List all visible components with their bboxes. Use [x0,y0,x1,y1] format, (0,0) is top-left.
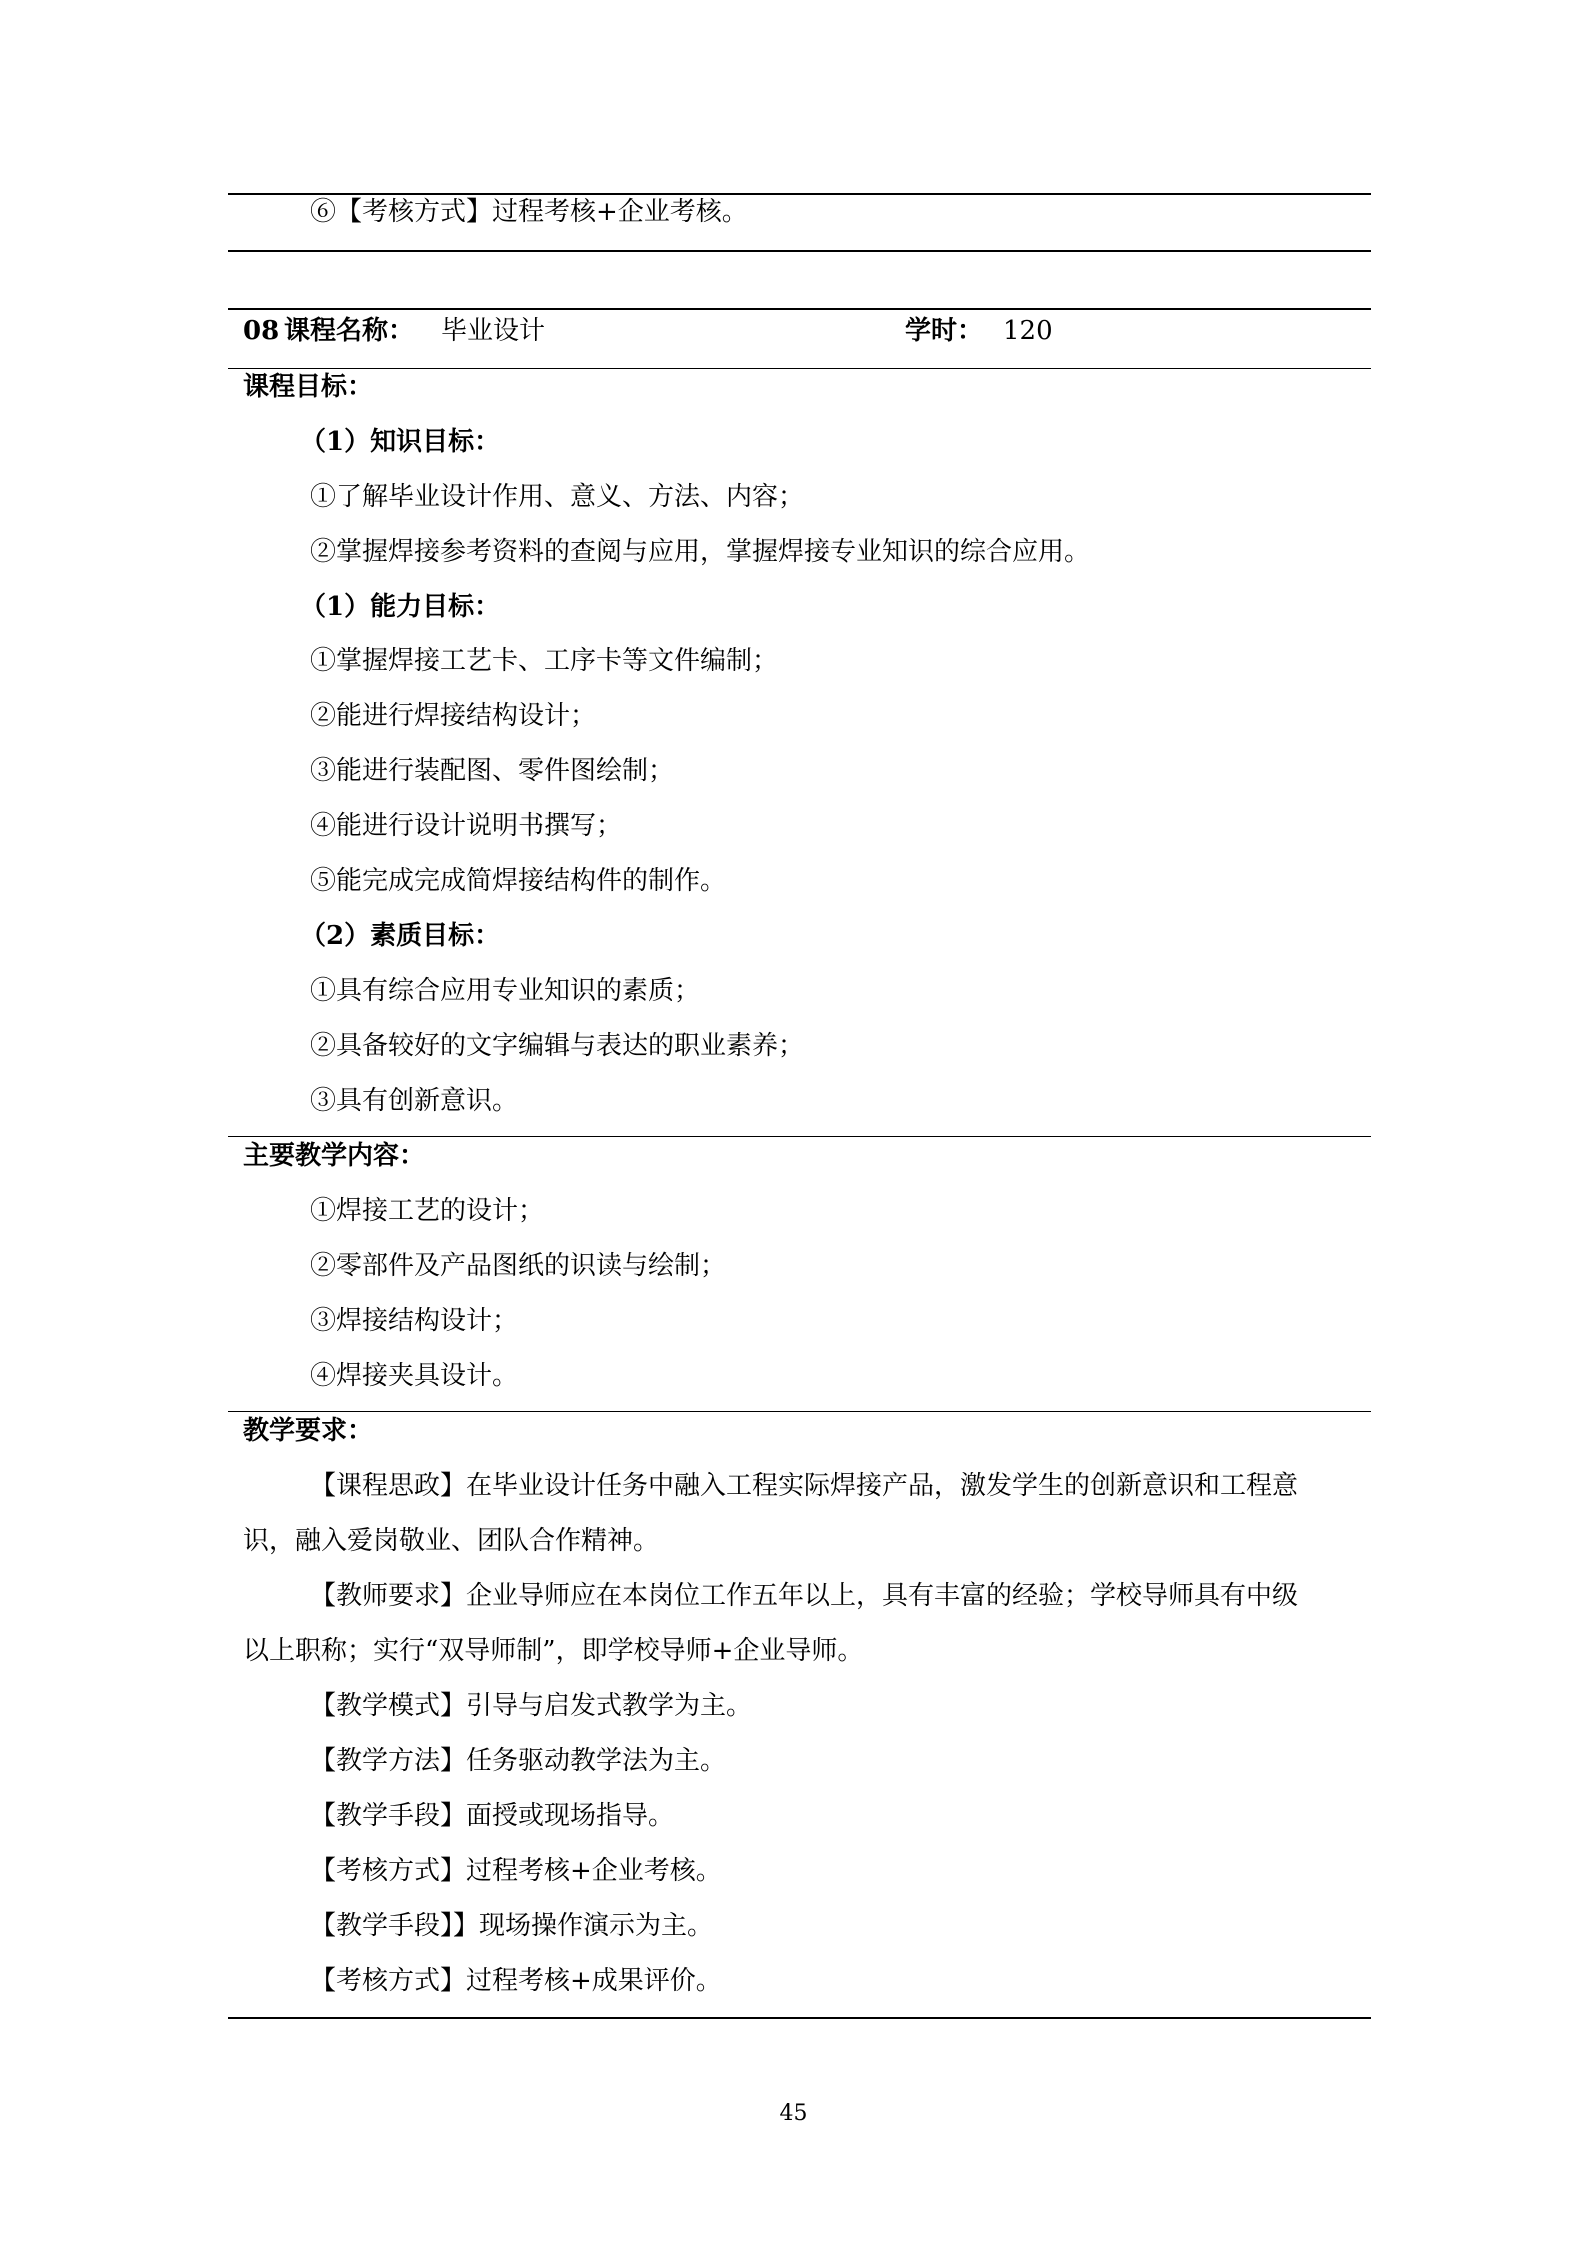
list-item: ②能进行焊接结构设计； [310,701,597,731]
list-item: ③焊接结构设计； [310,1306,519,1336]
list-item: ④能进行设计说明书撰写； [310,811,623,841]
course-name-label: 课程名称： [284,316,415,346]
requirement-paragraph-line: 【教师要求】企业导师应在本岗位工作五年以上，具有丰富的经验；学校导师具有中级 [310,1581,1299,1611]
ability-heading: （1）能力目标： [300,592,501,622]
requirements-heading: 教学要求： [243,1416,374,1446]
requirement-paragraph-line: 识，融入爱岗敬业、团队合作精神。 [243,1526,660,1556]
requirement-item: 【教学方法】任务驱动教学法为主。 [310,1746,727,1776]
requirement-item: 【教学手段】面授或现场指导。 [310,1801,675,1831]
bottom-rule [228,2017,1371,2019]
list-item: ④焊接夹具设计。 [310,1361,519,1391]
list-item: ①具有综合应用专业知识的素质； [310,976,701,1006]
list-item: ②掌握焊接参考资料的查阅与应用，掌握焊接专业知识的综合应用。 [310,537,1091,567]
requirement-item: 【教学模式】引导与启发式教学为主。 [310,1691,753,1721]
list-item: ①掌握焊接工艺卡、工序卡等文件编制； [310,646,779,676]
objectives-end-rule [228,1136,1371,1137]
requirement-item: 【教学手段】】现场操作演示为主。 [310,1911,714,1941]
list-item: ①了解毕业设计作用、意义、方法、内容； [310,482,805,512]
requirement-item: 【考核方式】过程考核+成果评价。 [310,1966,722,1996]
list-item: ①焊接工艺的设计； [310,1196,545,1226]
course-hours-label: 学时： [905,316,984,346]
quality-heading: （2）素质目标： [300,921,501,951]
course-top-rule [228,308,1371,310]
knowledge-heading: （1）知识目标： [300,427,501,457]
course-header-rule [228,368,1371,369]
list-item: ②零部件及产品图纸的识读与绘制； [310,1251,727,1281]
list-item: ③能进行装配图、零件图绘制； [310,756,675,786]
requirement-paragraph-line: 【课程思政】在毕业设计任务中融入工程实际焊接产品，激发学生的创新意识和工程意 [310,1471,1299,1501]
continuation-line: ⑥【考核方式】过程考核+企业考核。 [310,197,748,227]
requirement-item: 【考核方式】过程考核+企业考核。 [310,1856,722,1886]
list-item: ③具有创新意识。 [310,1086,519,1116]
requirement-paragraph-line: 以上职称；实行“双导师制”，即学校导师+企业导师。 [243,1636,864,1666]
section-end-rule [228,250,1371,252]
list-item: ⑤能完成完成简焊接结构件的制作。 [310,866,727,896]
objectives-heading: 课程目标： [243,372,374,402]
course-hours-value: 120 [1003,316,1053,346]
list-item: ②具备较好的文字编辑与表达的职业素养； [310,1031,805,1061]
content-heading: 主要教学内容： [243,1141,426,1171]
page-number: 45 [779,2101,808,2126]
content-end-rule [228,1411,1371,1412]
course-name-value: 毕业设计 [441,316,546,346]
course-number: 08 [243,316,280,346]
